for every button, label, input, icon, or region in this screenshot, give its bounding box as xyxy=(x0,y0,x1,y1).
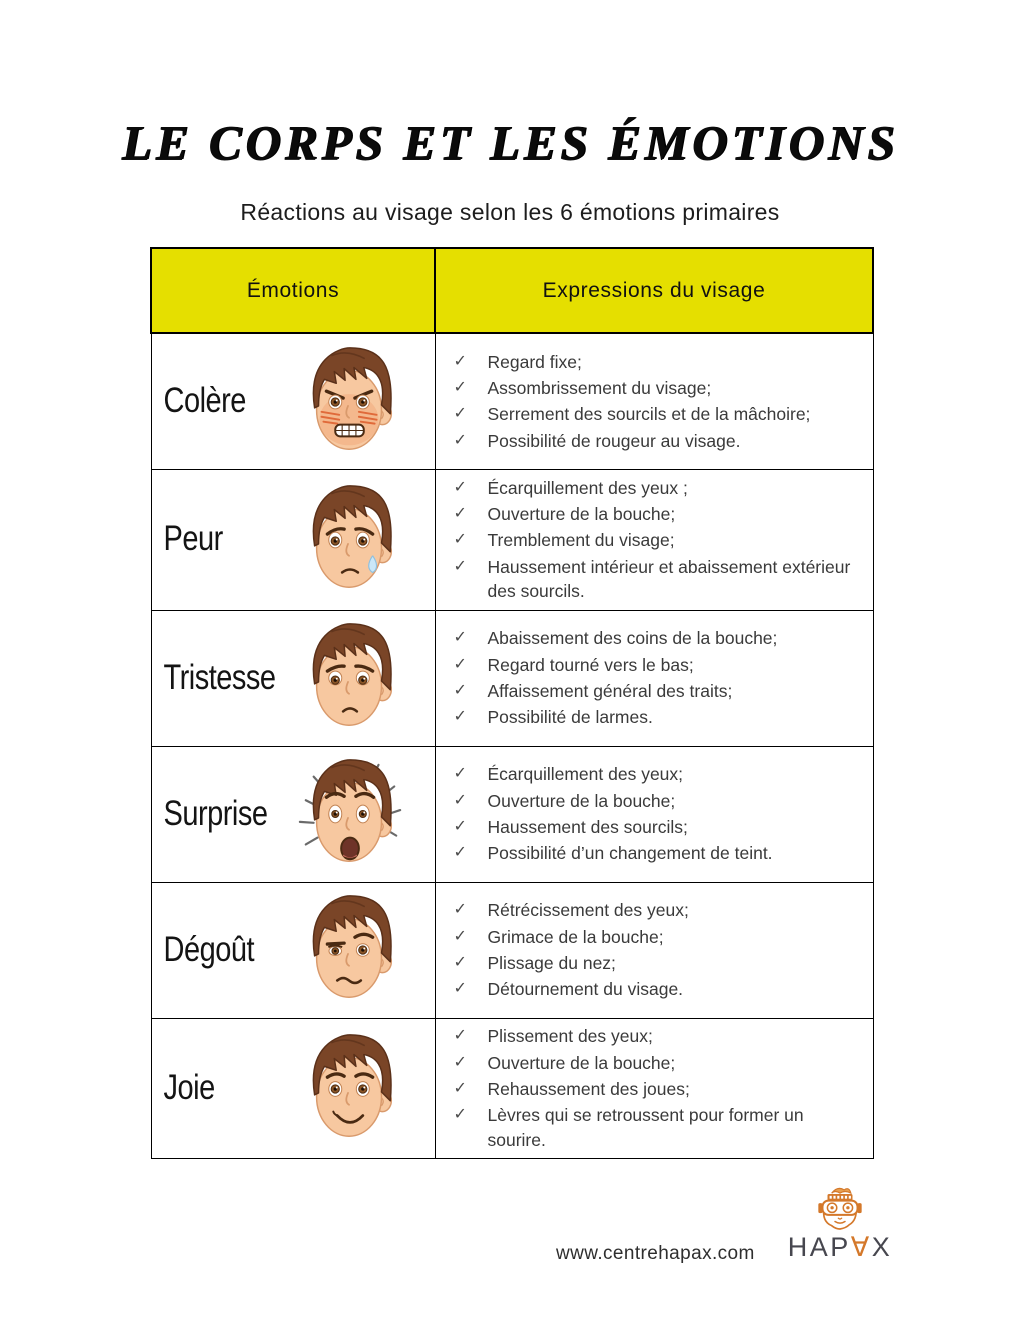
expression-item-text: Plissage du nez; xyxy=(487,952,616,973)
expression-item xyxy=(454,841,861,866)
expressions-list xyxy=(436,344,873,459)
checkmark-icon: ✓ xyxy=(453,980,467,998)
expression-item xyxy=(454,1051,861,1076)
emotion-label: Peur xyxy=(163,519,223,559)
expressions-list xyxy=(436,1019,873,1159)
expression-item-text: Abaissement des coins de la bouche; xyxy=(487,628,778,649)
disgusted-boy-face-icon xyxy=(292,888,410,1012)
expression-item xyxy=(454,762,861,787)
expression-item-text: Affaissement général des traits; xyxy=(487,680,733,701)
expression-item-text: Regard tourné vers le bas; xyxy=(487,654,694,675)
expression-item-text: Rehaussement des joues; xyxy=(487,1078,690,1099)
expression-item-text: Lèvres qui se retroussent pour former un sourire. xyxy=(487,1105,804,1151)
expression-item xyxy=(454,815,861,840)
expression-item xyxy=(454,705,861,730)
expressions-list xyxy=(436,757,873,872)
expression-item xyxy=(454,789,861,814)
header-cell-emotions: Émotions xyxy=(151,248,435,333)
expressions-cell xyxy=(435,470,873,611)
expression-item-text: Possibilité de larmes. xyxy=(487,707,653,728)
table-header-row xyxy=(151,248,873,333)
expression-item xyxy=(454,626,861,651)
emotion-label: Colère xyxy=(163,381,246,421)
expression-item-text: Regard fixe; xyxy=(487,351,582,372)
header-cell-expressions: Expressions du visage xyxy=(435,248,873,333)
logo-wordmark xyxy=(782,1232,898,1263)
checkmark-icon: ✓ xyxy=(453,352,467,370)
checkmark-icon: ✓ xyxy=(453,1106,467,1124)
happy-boy-face-icon xyxy=(292,1027,410,1151)
expressions-list xyxy=(436,621,873,736)
surprised-boy-face-icon xyxy=(292,752,410,876)
expression-item-text: Rétrécissement des yeux; xyxy=(487,900,689,921)
emotion-cell xyxy=(151,610,435,746)
checkmark-icon: ✓ xyxy=(453,844,467,862)
expressions-cell xyxy=(435,882,873,1018)
expression-item xyxy=(454,977,861,1002)
page-title: LE CORPS ET LES ÉMOTIONS xyxy=(121,115,899,170)
expression-item xyxy=(454,898,861,923)
checkmark-icon: ✓ xyxy=(453,504,467,522)
emotion-cell xyxy=(151,882,435,1018)
expressions-list xyxy=(436,470,873,610)
checkmark-icon: ✓ xyxy=(453,927,467,945)
emotion-row xyxy=(151,882,873,1018)
angry-boy-face-icon xyxy=(292,340,410,464)
checkmark-icon: ✓ xyxy=(453,629,467,647)
expression-item xyxy=(454,1077,861,1102)
checkmark-icon: ✓ xyxy=(453,791,467,809)
expression-item xyxy=(454,1103,861,1153)
expression-item-text: Détournement du visage. xyxy=(487,979,684,1000)
expression-item-text: Ouverture de la bouche; xyxy=(487,503,676,524)
expressions-cell xyxy=(435,333,873,470)
emotion-cell xyxy=(151,1018,435,1159)
expression-item xyxy=(454,951,861,976)
expression-item-text: Possibilité d’un changement de teint. xyxy=(487,843,773,864)
expression-item xyxy=(454,502,861,527)
emotion-row xyxy=(151,333,873,470)
expression-item xyxy=(454,476,861,501)
expression-item-text: Plissement des yeux; xyxy=(487,1026,653,1047)
expressions-cell xyxy=(435,610,873,746)
hapax-vr-kid-logo-icon xyxy=(810,1184,870,1234)
emotion-row xyxy=(151,746,873,882)
emotion-label: Surprise xyxy=(163,794,268,834)
expression-item xyxy=(454,1024,861,1049)
expression-item-text: Haussement intérieur et abaissement extérieur des sourcils. xyxy=(487,556,851,602)
expression-item xyxy=(454,429,861,454)
scared-boy-face-icon xyxy=(292,478,410,602)
sad-boy-face-icon xyxy=(292,616,410,740)
emotion-cell xyxy=(151,470,435,611)
logo-text-post: X xyxy=(871,1232,893,1262)
expression-item-text: Ouverture de la bouche; xyxy=(487,790,676,811)
expressions-cell xyxy=(435,1018,873,1159)
logo-inverted-a: ∀ xyxy=(850,1232,872,1262)
emotion-label: Dégoût xyxy=(163,930,255,970)
website-url[interactable]: www.centrehapax.com xyxy=(556,1243,755,1264)
logo-text-pre: HAP xyxy=(787,1232,851,1262)
checkmark-icon: ✓ xyxy=(453,1079,467,1097)
emotion-label: Tristesse xyxy=(163,658,276,698)
emotion-row xyxy=(151,1018,873,1159)
checkmark-icon: ✓ xyxy=(453,708,467,726)
checkmark-icon: ✓ xyxy=(453,765,467,783)
checkmark-icon: ✓ xyxy=(453,431,467,449)
hapax-logo xyxy=(782,1184,898,1263)
expressions-list xyxy=(436,893,873,1008)
expression-item xyxy=(454,925,861,950)
emotion-row xyxy=(151,470,873,611)
page-subtitle: Réactions au visage selon les 6 émotions primaires xyxy=(240,199,780,225)
expressions-cell xyxy=(435,746,873,882)
checkmark-icon: ✓ xyxy=(453,817,467,835)
emotion-cell xyxy=(151,746,435,882)
checkmark-icon: ✓ xyxy=(453,378,467,396)
expression-item-text: Haussement des sourcils; xyxy=(487,816,688,837)
expression-item xyxy=(454,402,861,427)
expression-item xyxy=(454,350,861,375)
checkmark-icon: ✓ xyxy=(453,531,467,549)
expression-item-text: Possibilité de rougeur au visage. xyxy=(487,430,741,451)
checkmark-icon: ✓ xyxy=(453,1027,467,1045)
checkmark-icon: ✓ xyxy=(453,681,467,699)
emotion-label: Joie xyxy=(163,1068,215,1108)
emotions-table xyxy=(150,247,874,1159)
emotion-row xyxy=(151,610,873,746)
checkmark-icon: ✓ xyxy=(453,557,467,575)
expression-item-text: Tremblement du visage; xyxy=(487,530,675,551)
checkmark-icon: ✓ xyxy=(453,901,467,919)
checkmark-icon: ✓ xyxy=(453,478,467,496)
expression-item xyxy=(454,679,861,704)
expression-item xyxy=(454,528,861,553)
expression-item-text: Ouverture de la bouche; xyxy=(487,1052,676,1073)
checkmark-icon: ✓ xyxy=(453,1053,467,1071)
expression-item-text: Écarquillement des yeux ; xyxy=(487,477,688,498)
expression-item xyxy=(454,653,861,678)
expression-item-text: Écarquillement des yeux; xyxy=(487,764,684,785)
checkmark-icon: ✓ xyxy=(453,405,467,423)
checkmark-icon: ✓ xyxy=(453,953,467,971)
expression-item-text: Assombrissement du visage; xyxy=(487,377,712,398)
expression-item-text: Grimace de la bouche; xyxy=(487,926,664,947)
emotion-cell xyxy=(151,333,435,470)
checkmark-icon: ✓ xyxy=(453,655,467,673)
expression-item xyxy=(454,376,861,401)
expression-item xyxy=(454,555,861,605)
expression-item-text: Serrement des sourcils et de la mâchoire; xyxy=(487,404,811,425)
